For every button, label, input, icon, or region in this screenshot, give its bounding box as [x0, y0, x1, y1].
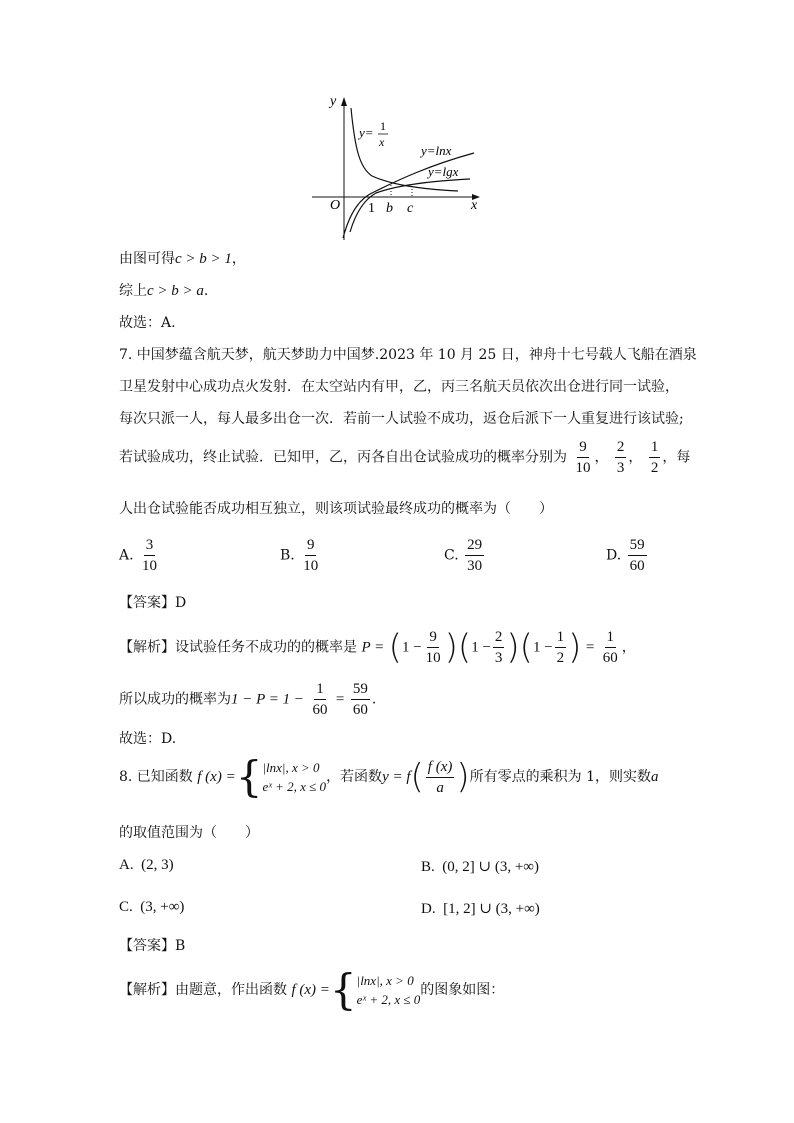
text: 设试验任务不成功的的概率是 — [175, 639, 357, 656]
q7-text-line2: 卫星发射中心成功点火发射．在太空站内有甲，乙，丙三名航天员依次出仓进行同一试验， — [119, 379, 679, 395]
expr: 1 − P = 1 − — [231, 691, 305, 708]
q6-conclusion-line1 — [119, 248, 246, 268]
q7-analysis-line1: 【解析】设试验任务不成功的的概率是 P = (1 − $\frac{9}{10}$ )(1 − $\frac{2}{3}$ )(1 − $\frac{1}{2}$ ) = $\frac{1}{60}$ ， — [119, 627, 636, 668]
fraction: $\frac{9}{10}$ — [575, 439, 591, 476]
expr: y = f — [382, 769, 411, 785]
analysis-tag: 【解析】 — [119, 982, 175, 998]
function-graph — [0, 0, 794, 250]
text: 所有零点的乘积为 1，则实数 — [469, 769, 651, 785]
curve-ln-label: y=lnx — [421, 143, 452, 158]
text: 所以成功的概率为 — [119, 691, 231, 708]
q8-answer: 【答案】B — [119, 938, 186, 954]
curve-reciprocal-num: 1 — [380, 119, 386, 133]
fraction: $\frac{1}{2}$ — [650, 439, 659, 476]
text: 的图象如图： — [420, 982, 505, 998]
tick-b-label: b — [386, 201, 393, 216]
q7-text-line3: 每次只派一人，每人最多出仓一次．若前一人试验不成功，返仓后派下一人重复进行该试验; — [119, 411, 684, 427]
piecewise-cases: |lnx|, x > 0 eˣ + 2, x ≤ 0 — [356, 973, 421, 1007]
text: ，若函数 — [326, 769, 383, 785]
y-axis-label: y — [330, 94, 337, 109]
text: 由题意，作出函数 — [175, 982, 287, 998]
q6-conclusion-line2 — [119, 280, 208, 300]
q7-text-line1: 7. 中国梦蕴含航天梦，航天梦助力中国梦.2023 年 10 月 25 日，神舟十七号载人飞船在酒泉 — [119, 347, 697, 363]
tick-c-label: c — [407, 201, 414, 216]
expr: P = — [361, 639, 385, 656]
expr: f (x) = — [291, 982, 330, 998]
text: 8. 已知函数 — [119, 769, 193, 785]
q6-choice: 故选：A. — [119, 315, 176, 331]
q7-option-c[interactable]: C. $\frac{29}{30}$ — [444, 537, 483, 574]
curve-reciprocal-prefix: y= — [359, 125, 374, 140]
q8-text-line1: 8. 已知函数 f (x) ={ |lnx|, x > 0 eˣ + 2, x ≤ 0 ，若函数y = f( $\frac{f (x)}{a}$ )所有零点的乘积为 1，则实数a — [119, 752, 659, 801]
q8-option-c[interactable]: C. (3, +∞) — [119, 899, 185, 915]
text: . — [203, 283, 209, 299]
expr: f (x) = — [197, 769, 236, 785]
text: 综上 — [119, 283, 147, 299]
q8-text-line2: 的取值范围为（ ） — [119, 825, 259, 841]
inequality: c > b > a — [147, 283, 204, 299]
curve-reciprocal-den: x — [379, 135, 385, 149]
fraction: $\frac{2}{3}$ — [616, 439, 625, 476]
q7-choice: 故选：D. — [119, 731, 177, 747]
q7-option-b[interactable]: B. $\frac{9}{10}$ — [280, 537, 319, 574]
x-axis-label: x — [471, 198, 478, 213]
curve-lg-label: y=lgx — [428, 164, 459, 179]
q7-text-line4 — [119, 438, 690, 477]
y-axis-arrow — [341, 97, 347, 106]
text: ， — [231, 251, 246, 267]
text: ， — [594, 449, 609, 466]
q8-option-a[interactable]: A. (2, 3) — [119, 857, 174, 873]
variable: a — [650, 769, 659, 785]
q7-text-line5: 人出仓试验能否成功相互独立，则该项试验最终成功的概率为（ ） — [119, 501, 553, 517]
q7-option-d[interactable]: D. $\frac{59}{60}$ — [606, 537, 645, 574]
q8-analysis: 【解析】由题意，作出函数 f (x) ={ |lnx|, x > 0 eˣ + 2, x ≤ 0 的图象如图： — [119, 965, 505, 1014]
piecewise-cases: |lnx|, x > 0 eˣ + 2, x ≤ 0 — [262, 760, 327, 794]
text: 若试验成功，终止试验．已知甲，乙，丙各自出仓试验成功的概率分别为 — [119, 449, 567, 466]
q8-option-b[interactable]: B. (0, 2] ∪ (3, +∞) — [421, 859, 539, 875]
text: 由图可得 — [119, 251, 175, 267]
tick-one-label: 1 — [368, 201, 375, 216]
q8-option-d[interactable]: D. [1, 2] ∪ (3, +∞) — [421, 901, 540, 917]
origin-label: O — [330, 198, 341, 213]
q7-analysis-line2: 所以成功的概率为1 − P = 1 − $\frac{1}{60}$ = $\frac{59}{60}$ . — [119, 681, 377, 718]
inequality: c > b > 1 — [175, 251, 232, 267]
q7-option-a[interactable]: A. $\frac{3}{10}$ — [119, 537, 158, 574]
text: ，每 — [662, 449, 691, 466]
analysis-tag: 【解析】 — [119, 639, 175, 656]
text: ， — [628, 449, 643, 466]
q7-answer: 【答案】D — [119, 595, 187, 611]
